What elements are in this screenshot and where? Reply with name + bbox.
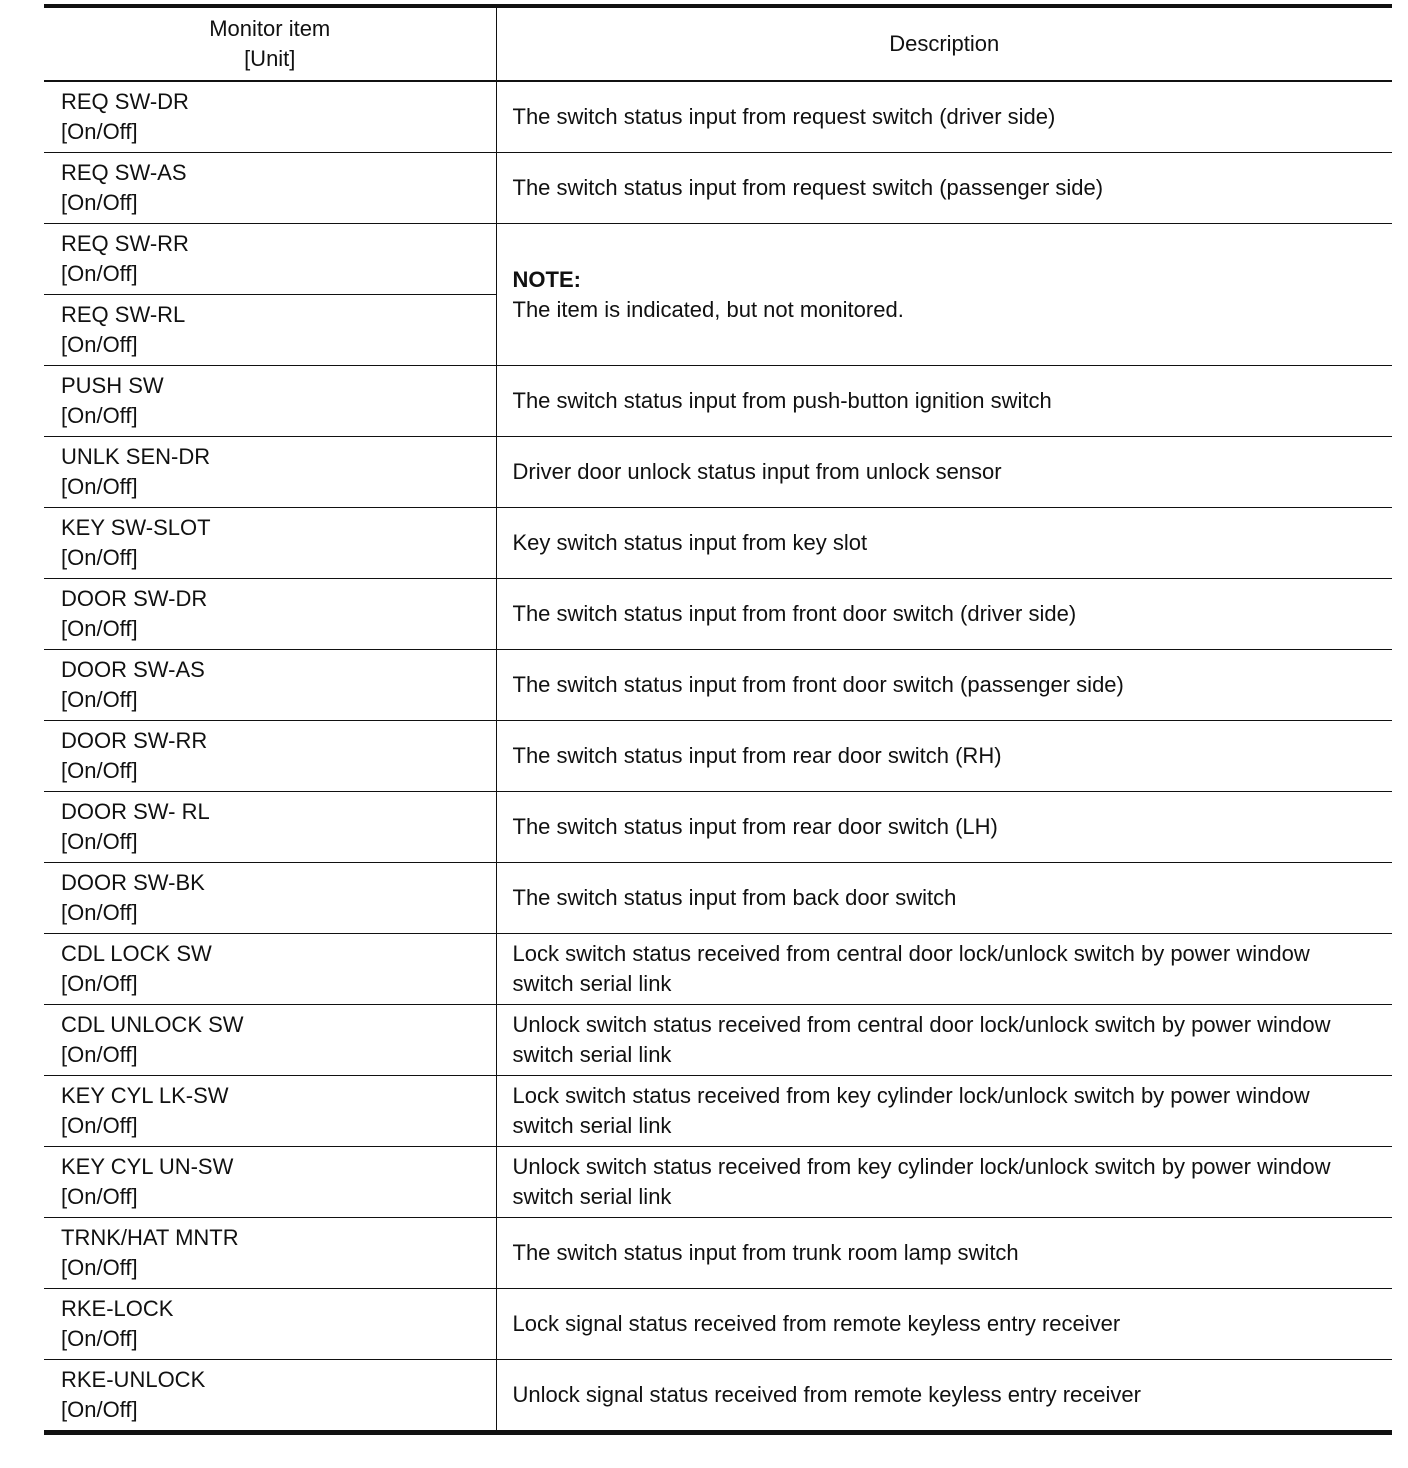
monitor-item-cell — [44, 650, 496, 721]
description-cell: The switch status input from back door switch — [496, 863, 1392, 934]
monitor-item-cell — [44, 579, 496, 650]
monitor-item-unit: [On/Off] — [61, 1397, 138, 1422]
description-cell: The switch status input from request switch (passenger side) — [496, 153, 1392, 224]
table-row — [44, 437, 1392, 508]
monitor-item-unit: [On/Off] — [61, 190, 138, 215]
description-cell: Lock signal status received from remote keyless entry receiver — [496, 1289, 1392, 1360]
monitor-item-unit: [On/Off] — [61, 1113, 138, 1138]
monitor-item-unit: [On/Off] — [61, 1255, 138, 1280]
table-row — [44, 224, 1392, 295]
table-header — [44, 6, 1392, 81]
description-cell: Driver door unlock status input from unlock sensor — [496, 437, 1392, 508]
table-row — [44, 1360, 1392, 1433]
description-cell: The switch status input from rear door switch (LH) — [496, 792, 1392, 863]
monitor-item-unit: [On/Off] — [61, 545, 138, 570]
monitor-item-unit: [On/Off] — [61, 332, 138, 357]
monitor-item-cell — [44, 1076, 496, 1147]
header-row — [44, 6, 1392, 81]
monitor-item-cell — [44, 81, 496, 153]
description-cell: The switch status input from front door switch (driver side) — [496, 579, 1392, 650]
table-row — [44, 1076, 1392, 1147]
monitor-item-cell — [44, 934, 496, 1005]
table-row — [44, 1289, 1392, 1360]
description-cell: The switch status input from rear door switch (RH) — [496, 721, 1392, 792]
monitor-item-name: DOOR SW-BK — [61, 870, 205, 895]
monitor-item-cell — [44, 153, 496, 224]
monitor-item-name: RKE-UNLOCK — [61, 1367, 206, 1392]
monitor-item-cell — [44, 508, 496, 579]
table-row — [44, 579, 1392, 650]
table-row — [44, 1005, 1392, 1076]
table-row — [44, 153, 1392, 224]
description-cell — [496, 1076, 1392, 1147]
header-monitor-item — [44, 6, 496, 81]
monitor-item-unit: [On/Off] — [61, 687, 138, 712]
description-line: switch serial link — [512, 1184, 672, 1209]
monitor-item-name: DOOR SW-RR — [61, 728, 208, 753]
note-text: The item is indicated, but not monitored. — [512, 296, 904, 322]
note-cell — [496, 224, 1392, 366]
monitor-item-unit: [On/Off] — [61, 616, 138, 641]
monitor-item-name: TRNK/HAT MNTR — [61, 1225, 239, 1250]
description-line: Unlock switch status received from key cylinder lock/unlock switch by power window — [512, 1154, 1331, 1179]
description-cell: Unlock signal status received from remote keyless entry receiver — [512, 1382, 1141, 1407]
monitor-item-name: DOOR SW-DR — [61, 586, 208, 611]
description-cell: The switch status input from push-button ignition switch — [496, 366, 1392, 437]
monitor-item-unit: [On/Off] — [61, 474, 138, 499]
description-line: Lock switch status received from key cylinder lock/unlock switch by power window — [512, 1083, 1310, 1108]
description-cell — [496, 934, 1392, 1005]
monitor-item-cell — [44, 1218, 496, 1289]
table-row — [44, 792, 1392, 863]
monitor-item-cell — [44, 792, 496, 863]
table-row — [44, 650, 1392, 721]
description-cell: Key switch status input from key slot — [496, 508, 1392, 579]
monitor-item-cell — [44, 295, 496, 366]
monitor-item-unit: [On/Off] — [61, 900, 138, 925]
monitor-item-name: CDL UNLOCK SW — [61, 1012, 244, 1037]
description-line: Unlock switch status received from central door lock/unlock switch by power window — [512, 1012, 1331, 1037]
monitor-item-name: KEY SW-SLOT — [61, 515, 211, 540]
table-row — [44, 366, 1392, 437]
monitor-item-unit: [On/Off] — [61, 971, 138, 996]
monitor-item-cell — [44, 1360, 496, 1433]
header-item-label: Monitor item — [209, 16, 331, 41]
monitor-item-unit: [On/Off] — [61, 758, 138, 783]
monitor-item-unit: [On/Off] — [61, 261, 138, 286]
monitor-item-cell — [44, 224, 496, 295]
monitor-item-name: REQ SW-RR — [61, 231, 189, 256]
table-row — [44, 508, 1392, 579]
monitor-item-cell — [44, 1147, 496, 1218]
header-description: Description — [496, 6, 1392, 81]
monitor-item-cell — [44, 1289, 496, 1360]
monitor-item-name: PUSH SW — [61, 373, 164, 398]
monitor-item-name: UNLK SEN-DR — [61, 444, 211, 469]
monitor-item-unit: [On/Off] — [61, 119, 138, 144]
monitor-item-cell — [44, 721, 496, 792]
monitor-item-name: REQ SW-RL — [61, 302, 186, 327]
table-row — [44, 934, 1392, 1005]
description-line: Lock switch status received from central door lock/unlock switch by power window — [512, 941, 1310, 966]
table-row — [44, 721, 1392, 792]
monitor-item-cell — [44, 366, 496, 437]
table-row — [44, 1147, 1392, 1218]
description-line: switch serial link — [512, 1113, 672, 1138]
header-unit-label: [Unit] — [244, 46, 296, 71]
table-body — [44, 81, 1392, 1433]
table-row — [44, 81, 1392, 153]
description-cell — [496, 1005, 1392, 1076]
monitor-item-unit: [On/Off] — [61, 829, 138, 854]
monitor-item-name: REQ SW-DR — [61, 89, 189, 114]
monitor-item-name: DOOR SW-AS — [61, 657, 205, 682]
monitor-item-name: KEY CYL LK-SW — [61, 1083, 229, 1108]
description-cell: The switch status input from trunk room lamp switch — [496, 1218, 1392, 1289]
description-line: switch serial link — [512, 971, 672, 996]
monitor-item-name: CDL LOCK SW — [61, 941, 212, 966]
monitor-item-unit: [On/Off] — [61, 1184, 138, 1209]
description-line: switch serial link — [512, 1042, 672, 1067]
monitor-item-cell — [44, 863, 496, 934]
monitor-item-name: REQ SW-AS — [61, 160, 187, 185]
monitor-item-name: KEY CYL UN-SW — [61, 1154, 234, 1179]
monitor-item-cell — [44, 437, 496, 508]
monitor-item-unit: [On/Off] — [61, 1042, 138, 1067]
description-cell — [496, 1147, 1392, 1218]
description-cell: The switch status input from request switch (driver side) — [496, 81, 1392, 153]
table-row — [44, 1218, 1392, 1289]
monitor-item-table — [44, 4, 1392, 1435]
description-cell: The switch status input from front door switch (passenger side) — [496, 650, 1392, 721]
monitor-item-cell — [44, 1005, 496, 1076]
monitor-item-unit: [On/Off] — [61, 1326, 138, 1351]
monitor-item-name: RKE-LOCK — [61, 1296, 174, 1321]
monitor-item-unit: [On/Off] — [61, 403, 138, 428]
note-label: NOTE: — [512, 266, 581, 292]
monitor-item-name: DOOR SW- RL — [61, 799, 210, 824]
table-row — [44, 863, 1392, 934]
